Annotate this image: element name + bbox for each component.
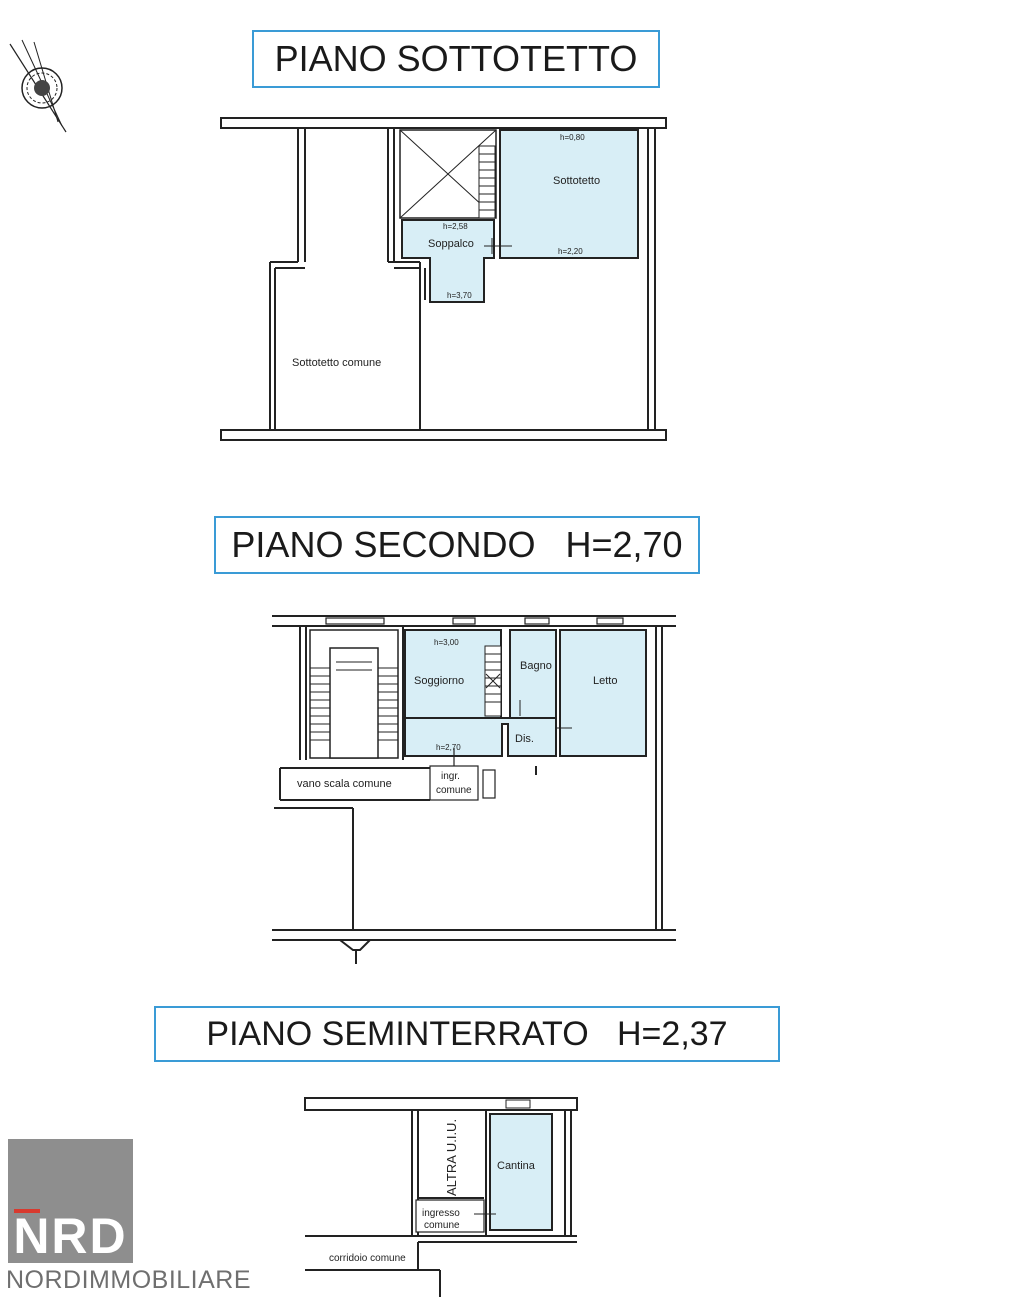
label-ingr: ingr. bbox=[441, 771, 460, 782]
height-soppalco-top: h=2,58 bbox=[443, 222, 468, 231]
label-altra-uiu: ALTRA U.I.U. bbox=[444, 1118, 459, 1196]
label-sottotetto: Sottotetto bbox=[553, 175, 601, 187]
label-bagno: Bagno bbox=[520, 660, 552, 672]
label-corridoio-comune: corridoio comune bbox=[329, 1253, 406, 1264]
room-cantina bbox=[490, 1114, 552, 1230]
label-sottotetto-comune: Sottotetto comune bbox=[292, 357, 382, 369]
brand-logo bbox=[8, 1139, 133, 1263]
label-cantina: Cantina bbox=[497, 1160, 535, 1172]
height-soppalco-bottom: h=3,70 bbox=[447, 291, 472, 300]
label-ingresso: ingresso bbox=[422, 1208, 460, 1219]
label-ingresso-comune: comune bbox=[424, 1220, 460, 1231]
logo-letters: NRD bbox=[13, 1208, 128, 1263]
basement-floor-title: PIANO SEMINTERRATO H=2,37 bbox=[154, 1006, 780, 1062]
label-ingr-comune: comune bbox=[436, 785, 472, 796]
height-sottotetto-top: h=0,80 bbox=[560, 133, 585, 142]
label-dis: Dis. bbox=[515, 733, 534, 745]
height-sottotetto-bottom: h=2,20 bbox=[558, 247, 583, 256]
height-corridor: h=2,70 bbox=[436, 743, 461, 752]
height-soggiorno: h=3,00 bbox=[434, 638, 459, 647]
label-soggiorno: Soggiorno bbox=[414, 675, 465, 687]
attic-floor-title: PIANO SOTTOTETTO bbox=[252, 30, 660, 88]
label-vano-scala-comune: vano scala comune bbox=[297, 778, 392, 790]
second-floor-title: PIANO SECONDO H=2,70 bbox=[214, 516, 700, 574]
brand-name: NORDIMMOBILIARE bbox=[6, 1266, 252, 1294]
label-letto: Letto bbox=[593, 675, 618, 687]
label-soppalco: Soppalco bbox=[428, 238, 474, 250]
